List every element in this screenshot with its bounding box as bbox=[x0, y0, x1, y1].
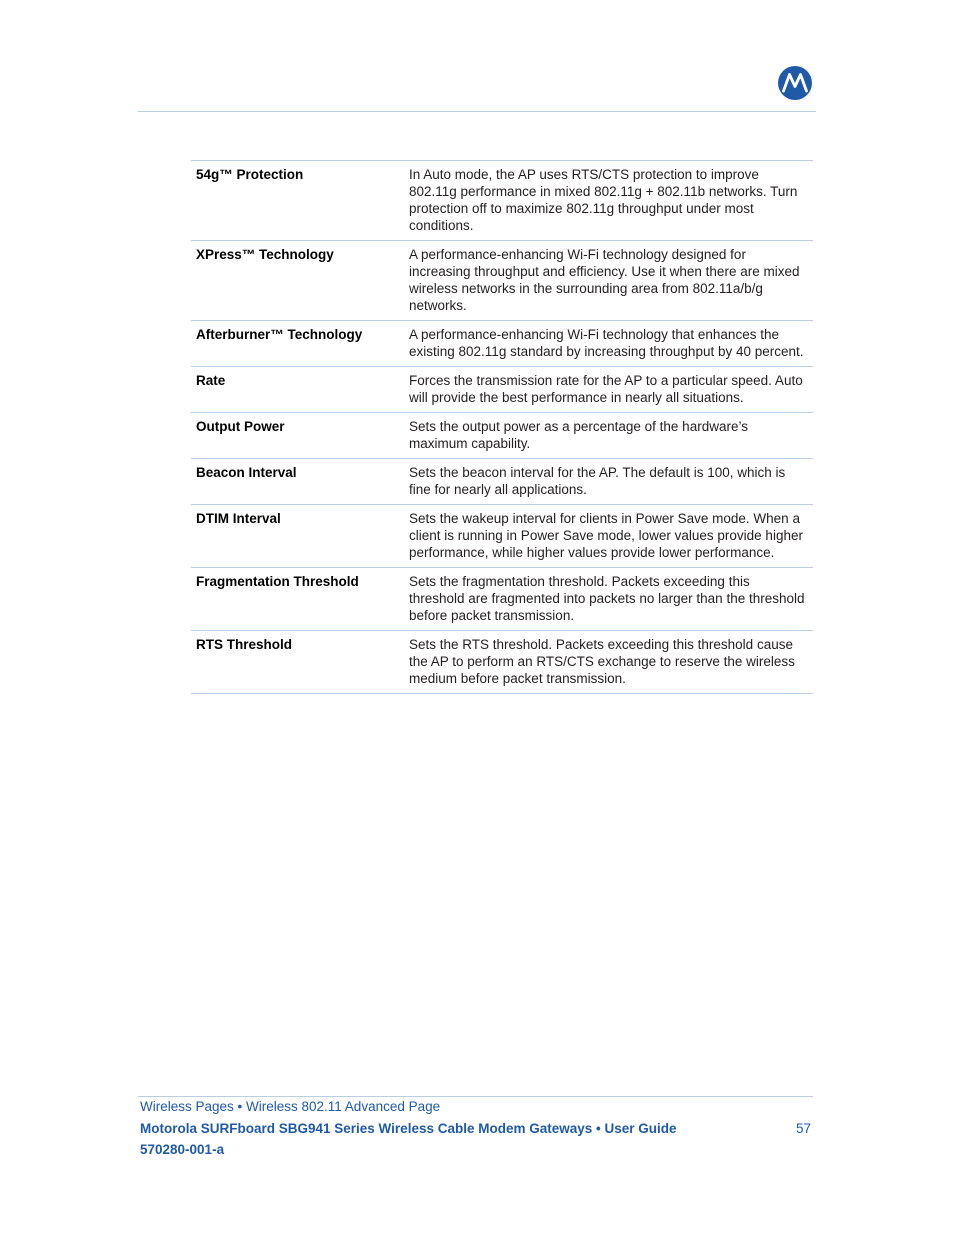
parameter-description: Sets the output power as a percentage of the hardware’s maximum capability. bbox=[409, 413, 813, 459]
parameter-name: 54g™ Protection bbox=[191, 161, 409, 241]
table-row bbox=[191, 161, 813, 241]
parameter-name: RTS Threshold bbox=[191, 631, 409, 694]
footer-guide-title: Motorola SURFboard SBG941 Series Wireless Cable Modem Gateways • User Guide bbox=[140, 1121, 677, 1136]
parameter-name: Rate bbox=[191, 367, 409, 413]
parameter-description: A performance-enhancing Wi-Fi technology that enhances the existing 802.11g standard by increasing throughput by 40 percent. bbox=[409, 321, 813, 367]
parameter-description: Forces the transmission rate for the AP to a particular speed. Auto will provide the best performance in nearly all situations. bbox=[409, 367, 813, 413]
table-row bbox=[191, 241, 813, 321]
table-row bbox=[191, 413, 813, 459]
parameter-name: Output Power bbox=[191, 413, 409, 459]
parameter-name: Beacon Interval bbox=[191, 459, 409, 505]
motorola-batwing-logo-icon bbox=[778, 66, 812, 100]
parameter-description: Sets the beacon interval for the AP. The default is 100, which is fine for nearly all applications. bbox=[409, 459, 813, 505]
table-row bbox=[191, 321, 813, 367]
parameter-description: In Auto mode, the AP uses RTS/CTS protection to improve 802.11g performance in mixed 802.11g + 802.11b networks. Turn protection off to maximize 802.11g throughput under most conditions. bbox=[409, 161, 813, 241]
parameter-description: Sets the wakeup interval for clients in Power Save mode. When a client is running in Power Save mode, lower values provide higher performance, while higher values provide lower performance. bbox=[409, 505, 813, 568]
parameter-description: Sets the fragmentation threshold. Packets exceeding this threshold are fragmented into packets no larger than the threshold before packet transmission. bbox=[409, 568, 813, 631]
table-row bbox=[191, 367, 813, 413]
parameter-description: Sets the RTS threshold. Packets exceeding this threshold cause the AP to perform an RTS/CTS exchange to reserve the wireless medium before packet transmission. bbox=[409, 631, 813, 694]
table-row bbox=[191, 631, 813, 694]
parameter-name: DTIM Interval bbox=[191, 505, 409, 568]
table-row bbox=[191, 568, 813, 631]
header-rule bbox=[138, 111, 816, 112]
parameter-description: A performance-enhancing Wi-Fi technology designed for increasing throughput and efficiency. Use it when there are mixed wireless networks in the surrounding area from 802.11a/b/g networks. bbox=[409, 241, 813, 321]
table-row bbox=[191, 505, 813, 568]
footer-rule bbox=[138, 1096, 813, 1097]
footer-breadcrumb: Wireless Pages • Wireless 802.11 Advanced Page bbox=[140, 1099, 441, 1114]
parameter-table-body bbox=[191, 161, 813, 694]
footer-doc-number: 570280-001-a bbox=[140, 1142, 225, 1157]
table-row bbox=[191, 459, 813, 505]
parameter-name: Fragmentation Threshold bbox=[191, 568, 409, 631]
page-number: 57 bbox=[796, 1121, 812, 1136]
parameter-table bbox=[191, 160, 813, 694]
parameter-name: XPress™ Technology bbox=[191, 241, 409, 321]
parameter-name: Afterburner™ Technology bbox=[191, 321, 409, 367]
